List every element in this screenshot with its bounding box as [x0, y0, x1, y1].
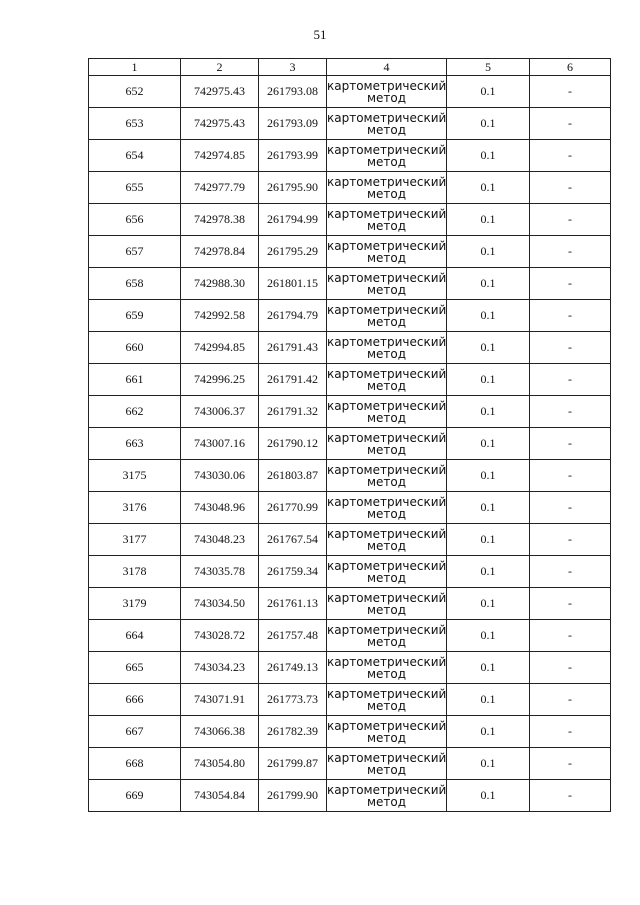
method-line-1: картометрический — [327, 270, 447, 285]
method-line-2: метод — [366, 90, 407, 105]
point-number-cell: 654 — [89, 140, 181, 172]
y-coordinate-cell: 261794.99 — [259, 204, 327, 236]
table-body — [89, 76, 611, 812]
x-coordinate-cell: 743035.78 — [181, 556, 259, 588]
x-coordinate-cell: 743054.80 — [181, 748, 259, 780]
method-line-1: картометрический — [327, 142, 447, 157]
table-row — [89, 492, 611, 524]
note-cell: - — [530, 460, 611, 492]
method-line-1: картометрический — [327, 462, 447, 477]
method-line-2: метод — [366, 378, 407, 393]
y-coordinate-cell: 261795.90 — [259, 172, 327, 204]
method-line-1: картометрический — [327, 782, 447, 797]
note-cell: - — [530, 716, 611, 748]
method-cell — [327, 620, 447, 652]
x-coordinate-cell: 742977.79 — [181, 172, 259, 204]
note-cell: - — [530, 556, 611, 588]
accuracy-cell: 0.1 — [447, 524, 530, 556]
table-row — [89, 684, 611, 716]
method-cell — [327, 300, 447, 332]
method-line-2: метод — [366, 282, 407, 297]
y-coordinate-cell: 261790.12 — [259, 428, 327, 460]
x-coordinate-cell: 742978.84 — [181, 236, 259, 268]
accuracy-cell: 0.1 — [447, 428, 530, 460]
method-cell — [327, 748, 447, 780]
method-cell — [327, 460, 447, 492]
point-number-cell: 3178 — [89, 556, 181, 588]
header-cell: 5 — [447, 59, 530, 76]
method-cell — [327, 204, 447, 236]
accuracy-cell: 0.1 — [447, 652, 530, 684]
header-cell: 4 — [327, 59, 447, 76]
accuracy-cell: 0.1 — [447, 588, 530, 620]
x-coordinate-cell: 743034.23 — [181, 652, 259, 684]
method-line-2: метод — [366, 410, 407, 425]
y-coordinate-cell: 261749.13 — [259, 652, 327, 684]
accuracy-cell: 0.1 — [447, 236, 530, 268]
x-coordinate-cell: 742994.85 — [181, 332, 259, 364]
method-line-2: метод — [366, 570, 407, 585]
accuracy-cell: 0.1 — [447, 364, 530, 396]
method-cell — [327, 332, 447, 364]
accuracy-cell: 0.1 — [447, 716, 530, 748]
table-row — [89, 396, 611, 428]
table-row — [89, 172, 611, 204]
coordinates-table — [88, 58, 611, 812]
point-number-cell: 667 — [89, 716, 181, 748]
method-cell — [327, 76, 447, 108]
note-cell: - — [530, 396, 611, 428]
y-coordinate-cell: 261791.42 — [259, 364, 327, 396]
note-cell: - — [530, 780, 611, 812]
method-cell — [327, 652, 447, 684]
y-coordinate-cell: 261795.29 — [259, 236, 327, 268]
x-coordinate-cell: 742992.58 — [181, 300, 259, 332]
method-line-2: метод — [366, 346, 407, 361]
method-cell — [327, 556, 447, 588]
method-line-1: картометрический — [327, 334, 447, 349]
y-coordinate-cell: 261782.39 — [259, 716, 327, 748]
method-line-2: метод — [366, 442, 407, 457]
method-cell — [327, 140, 447, 172]
point-number-cell: 669 — [89, 780, 181, 812]
y-coordinate-cell: 261793.09 — [259, 108, 327, 140]
method-line-1: картометрический — [327, 174, 447, 189]
accuracy-cell: 0.1 — [447, 172, 530, 204]
note-cell: - — [530, 652, 611, 684]
point-number-cell: 665 — [89, 652, 181, 684]
table-row — [89, 524, 611, 556]
method-line-2: метод — [366, 506, 407, 521]
point-number-cell: 666 — [89, 684, 181, 716]
y-coordinate-cell: 261773.73 — [259, 684, 327, 716]
table-row — [89, 236, 611, 268]
note-cell: - — [530, 76, 611, 108]
method-line-1: картометрический — [327, 206, 447, 221]
table-row — [89, 76, 611, 108]
accuracy-cell: 0.1 — [447, 460, 530, 492]
table-row — [89, 364, 611, 396]
table-row — [89, 620, 611, 652]
x-coordinate-cell: 743030.06 — [181, 460, 259, 492]
accuracy-cell: 0.1 — [447, 76, 530, 108]
y-coordinate-cell: 261761.13 — [259, 588, 327, 620]
point-number-cell: 668 — [89, 748, 181, 780]
y-coordinate-cell: 261793.08 — [259, 76, 327, 108]
note-cell: - — [530, 332, 611, 364]
table-row — [89, 204, 611, 236]
method-line-1: картометрический — [327, 718, 447, 733]
method-line-2: метод — [366, 698, 407, 713]
table-row — [89, 588, 611, 620]
method-line-1: картометрический — [327, 750, 447, 765]
point-number-cell: 661 — [89, 364, 181, 396]
method-line-2: метод — [366, 538, 407, 553]
note-cell: - — [530, 748, 611, 780]
note-cell: - — [530, 620, 611, 652]
y-coordinate-cell: 261799.87 — [259, 748, 327, 780]
method-line-1: картометрический — [327, 430, 447, 445]
x-coordinate-cell: 743048.96 — [181, 492, 259, 524]
point-number-cell: 660 — [89, 332, 181, 364]
point-number-cell: 3175 — [89, 460, 181, 492]
method-cell — [327, 588, 447, 620]
table-row — [89, 300, 611, 332]
x-coordinate-cell: 743066.38 — [181, 716, 259, 748]
method-line-1: картометрический — [327, 398, 447, 413]
table-row — [89, 556, 611, 588]
note-cell: - — [530, 364, 611, 396]
method-line-2: метод — [366, 634, 407, 649]
x-coordinate-cell: 742978.38 — [181, 204, 259, 236]
x-coordinate-cell: 743034.50 — [181, 588, 259, 620]
y-coordinate-cell: 261770.99 — [259, 492, 327, 524]
method-cell — [327, 428, 447, 460]
header-cell: 1 — [89, 59, 181, 76]
accuracy-cell: 0.1 — [447, 556, 530, 588]
y-coordinate-cell: 261799.90 — [259, 780, 327, 812]
accuracy-cell: 0.1 — [447, 620, 530, 652]
point-number-cell: 655 — [89, 172, 181, 204]
table-row — [89, 716, 611, 748]
method-cell — [327, 364, 447, 396]
method-line-1: картометрический — [327, 686, 447, 701]
y-coordinate-cell: 261757.48 — [259, 620, 327, 652]
point-number-cell: 659 — [89, 300, 181, 332]
point-number-cell: 663 — [89, 428, 181, 460]
accuracy-cell: 0.1 — [447, 204, 530, 236]
accuracy-cell: 0.1 — [447, 684, 530, 716]
table-row — [89, 428, 611, 460]
method-line-1: картометрический — [327, 622, 447, 637]
note-cell: - — [530, 268, 611, 300]
table-row — [89, 108, 611, 140]
accuracy-cell: 0.1 — [447, 492, 530, 524]
y-coordinate-cell: 261759.34 — [259, 556, 327, 588]
accuracy-cell: 0.1 — [447, 748, 530, 780]
accuracy-cell: 0.1 — [447, 300, 530, 332]
method-line-2: метод — [366, 730, 407, 745]
method-cell — [327, 172, 447, 204]
x-coordinate-cell: 742974.85 — [181, 140, 259, 172]
point-number-cell: 3176 — [89, 492, 181, 524]
x-coordinate-cell: 743071.91 — [181, 684, 259, 716]
method-line-2: метод — [366, 250, 407, 265]
x-coordinate-cell: 743054.84 — [181, 780, 259, 812]
method-line-2: метод — [366, 794, 407, 809]
method-cell — [327, 684, 447, 716]
x-coordinate-cell: 742975.43 — [181, 76, 259, 108]
method-line-1: картометрический — [327, 302, 447, 317]
method-line-1: картометрический — [327, 494, 447, 509]
method-line-2: метод — [366, 154, 407, 169]
note-cell: - — [530, 300, 611, 332]
y-coordinate-cell: 261794.79 — [259, 300, 327, 332]
accuracy-cell: 0.1 — [447, 268, 530, 300]
method-cell — [327, 780, 447, 812]
y-coordinate-cell: 261791.43 — [259, 332, 327, 364]
table-row — [89, 140, 611, 172]
method-line-1: картометрический — [327, 558, 447, 573]
point-number-cell: 662 — [89, 396, 181, 428]
method-cell — [327, 492, 447, 524]
accuracy-cell: 0.1 — [447, 332, 530, 364]
method-line-2: метод — [366, 218, 407, 233]
x-coordinate-cell: 742975.43 — [181, 108, 259, 140]
method-cell — [327, 716, 447, 748]
method-line-1: картометрический — [327, 238, 447, 253]
method-cell — [327, 268, 447, 300]
x-coordinate-cell: 743007.16 — [181, 428, 259, 460]
method-cell — [327, 108, 447, 140]
point-number-cell: 652 — [89, 76, 181, 108]
accuracy-cell: 0.1 — [447, 396, 530, 428]
y-coordinate-cell: 261767.54 — [259, 524, 327, 556]
method-line-2: метод — [366, 666, 407, 681]
method-cell — [327, 524, 447, 556]
y-coordinate-cell: 261793.99 — [259, 140, 327, 172]
point-number-cell: 656 — [89, 204, 181, 236]
note-cell: - — [530, 204, 611, 236]
x-coordinate-cell: 742988.30 — [181, 268, 259, 300]
point-number-cell: 653 — [89, 108, 181, 140]
header-cell: 6 — [530, 59, 611, 76]
table-row — [89, 748, 611, 780]
y-coordinate-cell: 261801.15 — [259, 268, 327, 300]
point-number-cell: 657 — [89, 236, 181, 268]
method-line-2: метод — [366, 122, 407, 137]
header-row — [89, 59, 611, 76]
point-number-cell: 658 — [89, 268, 181, 300]
note-cell: - — [530, 492, 611, 524]
method-line-1: картометрический — [327, 654, 447, 669]
table-row — [89, 460, 611, 492]
note-cell: - — [530, 140, 611, 172]
table-row — [89, 652, 611, 684]
table-row — [89, 780, 611, 812]
method-line-1: картометрический — [327, 526, 447, 541]
accuracy-cell: 0.1 — [447, 108, 530, 140]
method-line-2: метод — [366, 186, 407, 201]
note-cell: - — [530, 108, 611, 140]
y-coordinate-cell: 261791.32 — [259, 396, 327, 428]
point-number-cell: 664 — [89, 620, 181, 652]
method-line-2: метод — [366, 474, 407, 489]
table-row — [89, 268, 611, 300]
method-line-1: картометрический — [327, 590, 447, 605]
method-line-1: картометрический — [327, 110, 447, 125]
method-line-2: метод — [366, 602, 407, 617]
page-number: 51 — [313, 27, 327, 42]
note-cell: - — [530, 172, 611, 204]
note-cell: - — [530, 684, 611, 716]
method-line-2: метод — [366, 314, 407, 329]
point-number-cell: 3179 — [89, 588, 181, 620]
method-cell — [327, 236, 447, 268]
accuracy-cell: 0.1 — [447, 780, 530, 812]
point-number-cell: 3177 — [89, 524, 181, 556]
header-cell: 2 — [181, 59, 259, 76]
y-coordinate-cell: 261803.87 — [259, 460, 327, 492]
x-coordinate-cell: 743028.72 — [181, 620, 259, 652]
method-line-1: картометрический — [327, 78, 447, 93]
accuracy-cell: 0.1 — [447, 140, 530, 172]
note-cell: - — [530, 524, 611, 556]
x-coordinate-cell: 743048.23 — [181, 524, 259, 556]
table-row — [89, 332, 611, 364]
method-line-2: метод — [366, 762, 407, 777]
method-line-1: картометрический — [327, 366, 447, 381]
method-cell — [327, 396, 447, 428]
header-cell: 3 — [259, 59, 327, 76]
x-coordinate-cell: 743006.37 — [181, 396, 259, 428]
note-cell: - — [530, 428, 611, 460]
x-coordinate-cell: 742996.25 — [181, 364, 259, 396]
note-cell: - — [530, 236, 611, 268]
note-cell: - — [530, 588, 611, 620]
